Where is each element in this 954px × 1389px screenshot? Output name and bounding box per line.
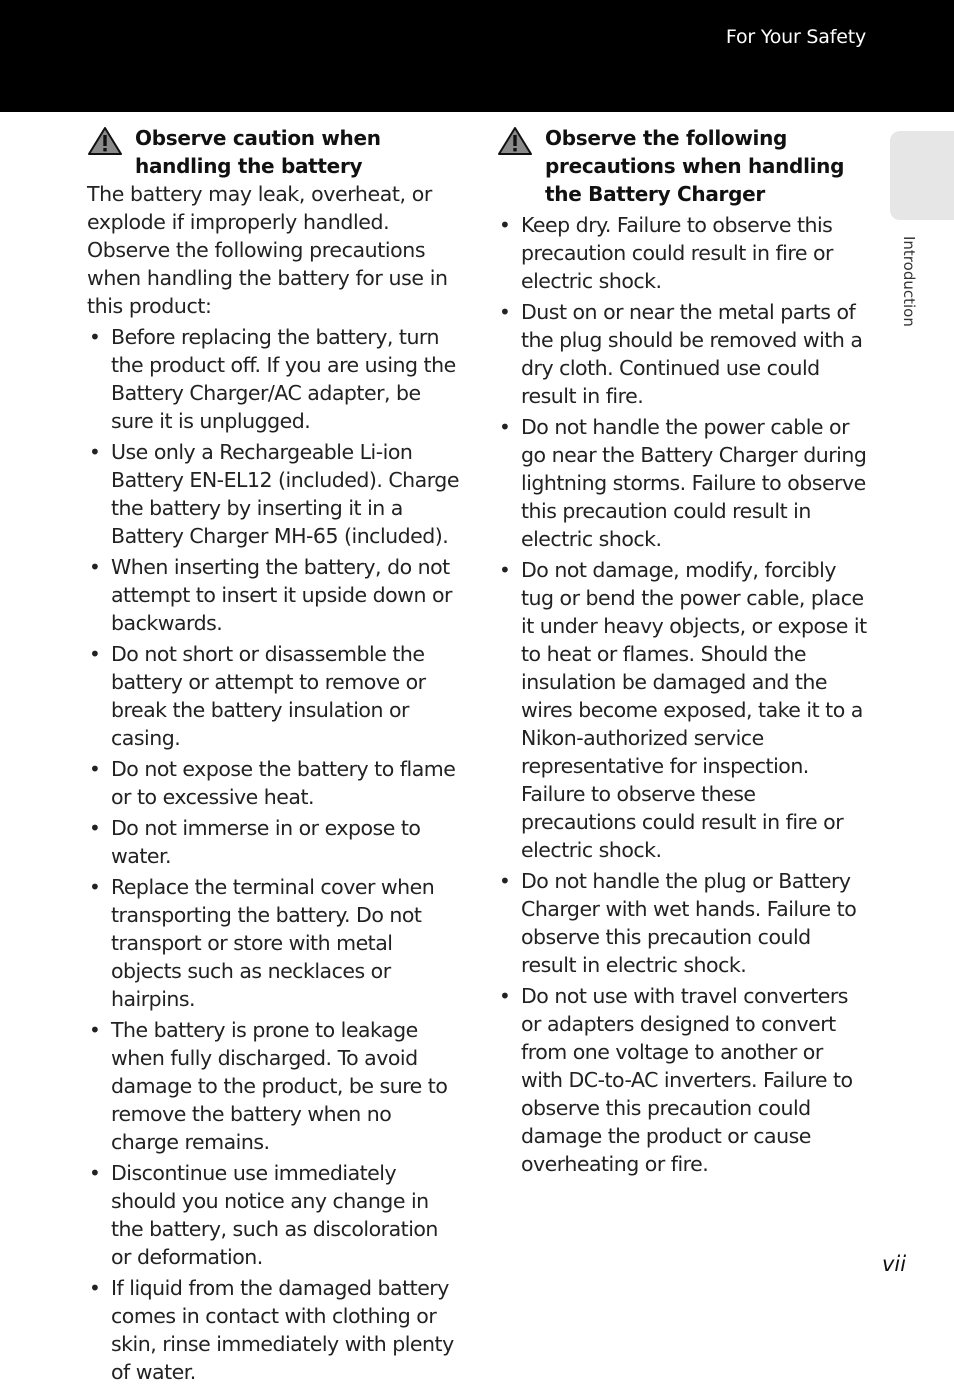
list-item	[87, 1159, 462, 1271]
bullet-icon: •	[89, 1161, 101, 1185]
list-item-text: Do not expose the battery to flame or to excessive heat.	[111, 757, 456, 809]
bullet-icon: •	[89, 1018, 101, 1042]
list-item-text: Before replacing the battery, turn the product off. If you are using the Battery Charger/AC adapter, be sure it is unplugged.	[111, 325, 456, 433]
list-item-text: Do not use with travel converters or adapters designed to convert from one voltage to another or with DC-to-AC inverters. Failure to observe this precaution could damage the product or cause overheating or fire.	[521, 984, 853, 1176]
list-item	[87, 323, 462, 435]
list-item-text: The battery is prone to leakage when fully discharged. To avoid damage to the product, be sure to remove the battery when no charge remains.	[111, 1018, 448, 1154]
left-bullet-list	[87, 323, 462, 1386]
left-section-heading	[87, 124, 462, 180]
right-column	[497, 124, 869, 1181]
list-item	[87, 438, 462, 550]
list-item	[497, 556, 869, 864]
section-tab[interactable]	[890, 131, 954, 220]
bullet-icon: •	[89, 757, 101, 781]
right-section-heading	[497, 124, 869, 208]
bullet-icon: •	[499, 558, 511, 582]
left-intro-paragraph: The battery may leak, overheat, or explode if improperly handled. Observe the following precautions when handling the battery for use in this product:	[87, 182, 448, 318]
bullet-icon: •	[499, 415, 511, 439]
list-item-text: Dust on or near the metal parts of the plug should be removed with a dry cloth. Continued use could result in fire.	[521, 300, 863, 408]
list-item	[87, 640, 462, 752]
list-item	[497, 413, 869, 553]
list-item-text: Do not handle the plug or Battery Charger with wet hands. Failure to observe this precaution could result in electric shock.	[521, 869, 857, 977]
bullet-icon: •	[499, 213, 511, 237]
page-number: vii	[882, 1252, 907, 1276]
right-bullet-list	[497, 211, 869, 1178]
bullet-icon: •	[89, 440, 101, 464]
list-item-text: If liquid from the damaged battery comes in contact with clothing or skin, rinse immediately with plenty of water.	[111, 1276, 454, 1384]
right-heading-text: Observe the following precautions when handling the Battery Charger	[545, 126, 845, 206]
bullet-icon: •	[499, 869, 511, 893]
list-item	[87, 755, 462, 811]
bullet-icon: •	[89, 642, 101, 666]
list-item-text: Replace the terminal cover when transporting the battery. Do not transport or store with metal objects such as necklaces or hairpins.	[111, 875, 435, 1011]
bullet-icon: •	[499, 984, 511, 1008]
list-item	[87, 814, 462, 870]
bullet-icon: •	[89, 1276, 101, 1300]
bullet-icon: •	[499, 300, 511, 324]
left-column	[87, 124, 462, 1389]
bullet-icon: •	[89, 816, 101, 840]
list-item	[497, 211, 869, 295]
bullet-icon: •	[89, 325, 101, 349]
list-item-text: Do not short or disassemble the battery or attempt to remove or break the battery insulation or casing.	[111, 642, 426, 750]
list-item-text: Do not immerse in or expose to water.	[111, 816, 421, 868]
header-bar	[0, 0, 954, 112]
list-item-text: Do not handle the power cable or go near the Battery Charger during lightning storms. Failure to observe this precaution could result in electric shock.	[521, 415, 867, 551]
list-item	[497, 298, 869, 410]
left-heading-text: Observe caution when handling the battery	[135, 126, 381, 178]
list-item	[497, 867, 869, 979]
list-item	[497, 982, 869, 1178]
list-item	[87, 1274, 462, 1386]
list-item-text: Keep dry. Failure to observe this precaution could result in fire or electric shock.	[521, 213, 833, 293]
list-item	[87, 1016, 462, 1156]
list-item	[87, 873, 462, 1013]
bullet-icon: •	[89, 555, 101, 579]
list-item-text: Do not damage, modify, forcibly tug or bend the power cable, place it under heavy objects, or expose it to heat or flames. Should the insulation be damaged and the wires become exposed, take it to a Nikon-authorized service representative for inspection. Failure to observe these precautions could result in fire or electric shock.	[521, 558, 867, 862]
section-tab-label: Introduction	[900, 236, 918, 327]
list-item-text: Use only a Rechargeable Li-ion Battery EN-EL12 (included). Charge the battery by inserting it in a Battery Charger MH-65 (included).	[111, 440, 459, 548]
bullet-icon: •	[89, 875, 101, 899]
warning-triangle-icon	[87, 126, 123, 156]
list-item-text: When inserting the battery, do not attempt to insert it upside down or backwards.	[111, 555, 452, 635]
warning-triangle-icon	[497, 126, 533, 156]
list-item	[87, 553, 462, 637]
page-header-title: For Your Safety	[725, 26, 866, 48]
list-item-text: Discontinue use immediately should you notice any change in the battery, such as discoloration or deformation.	[111, 1161, 438, 1269]
